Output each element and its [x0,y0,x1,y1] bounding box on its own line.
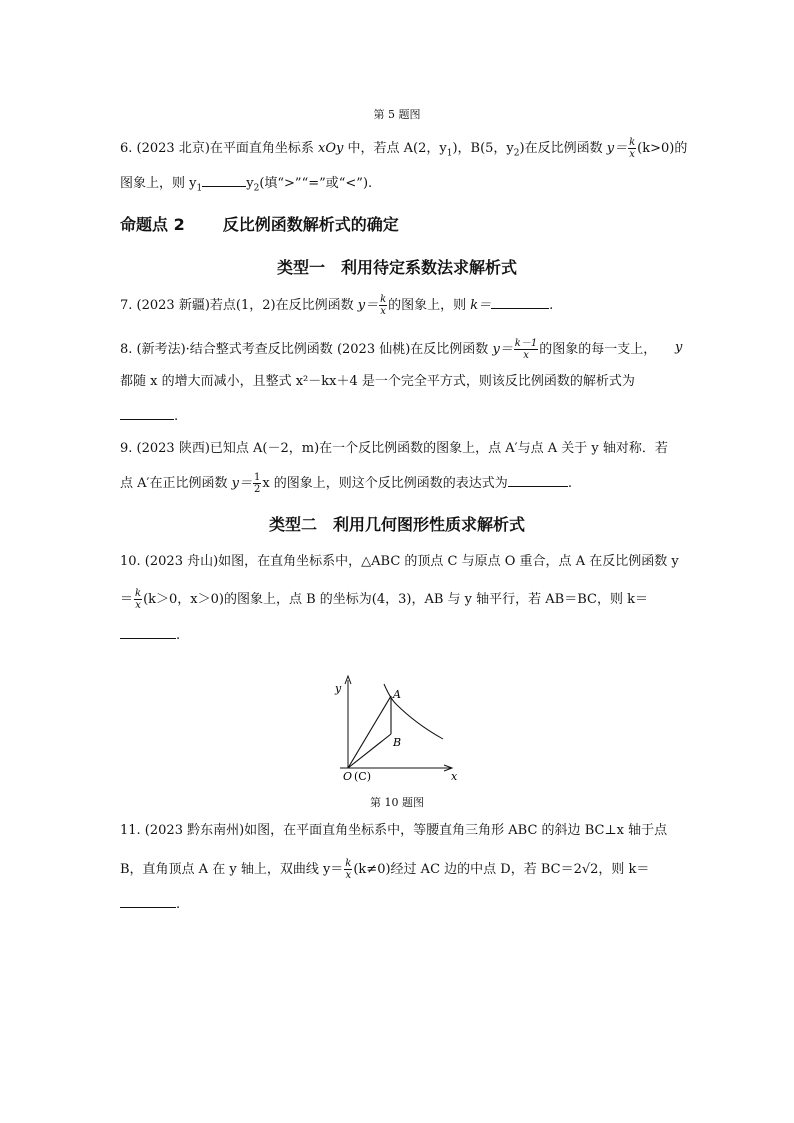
section-title: 反比例函数解析式的确定 [222,215,399,234]
q8-tail: y [675,340,683,355]
q9-suffix: x 的图象上，则这个反比例函数的表达式为 [262,476,508,491]
q6-sub-2: 2 [513,148,520,159]
q11-numerator: k [345,858,352,869]
q11-denominator: x [345,870,352,881]
type-2-heading: 类型二 利用几何图形性质求解析式 [268,515,525,534]
q9-fraction [253,472,261,495]
q6-coord: xOy [318,141,344,156]
q8-answer-blank[interactable] [120,405,174,420]
q8-y-eq: y＝ [492,342,513,357]
q6-after: )在反比例函数 [519,141,607,156]
q11-answer-blank[interactable] [120,893,176,908]
q11-end: . [176,897,181,912]
q8-numerator: k－1 [514,338,538,349]
q7-end: . [549,298,554,313]
point-c-label: (C) [354,770,371,783]
q6-point-a: A(2，y [403,141,447,156]
question-10-line-2 [120,588,648,611]
q11-line2-pre: B，直角顶点 A 在 y 轴上，双曲线 y＝ [120,862,344,877]
section-label: 命题点 2 [120,215,185,234]
x-axis-label: x [451,770,458,783]
question-11-line-3 [120,893,180,915]
point-a-label: A [393,688,401,701]
q10-denominator: x [135,600,141,611]
q6-numerator: k [629,137,636,148]
q9-denominator: 2 [253,484,261,495]
q6-condition: (k>0)的 [637,141,688,156]
figure-10-diagram [330,672,470,784]
q6-mid: 中，若点 [343,141,404,156]
q10-eq: ＝ [120,592,134,607]
q7-denominator: x [380,306,386,317]
q10-answer-blank[interactable] [120,624,176,639]
q9-y-eq: y＝ [231,476,252,491]
q6-sub-1: 1 [446,148,453,159]
q6-answer-blank[interactable] [202,172,246,187]
question-8-line-1 [120,338,683,361]
q8-fraction [514,338,538,361]
question-10-line-1: 10. (2023 舟山)如图，在直角坐标系中，△ABC 的顶点 C 与原点 O 重合，点 A 在反比例函数 y [120,554,679,569]
q7-prefix: 7. (2023 新疆)若点(1，2)在反比例函数 [120,298,358,313]
q9-numerator: 1 [253,472,261,483]
segment-ca [348,696,391,768]
point-b-label: B [393,736,402,749]
q11-fraction [344,858,352,881]
q6-point-b: )，B(5，y [452,141,514,156]
question-7 [120,294,553,317]
question-8-line-3 [120,405,178,427]
q6-line2-b: y [246,176,254,191]
question-9-line-2 [120,472,572,495]
question-10-line-3 [120,624,180,646]
q10-line2-post: (k＞0，x＞0)的图象上，点 B 的坐标为(4，3)，AB 与 y 轴平行，若 AB＝BC，则 k＝ [143,592,648,607]
question-8-line-2: 都随 x 的增大而减小，且整式 x²－kx＋4 是一个完全平方式，则该反比例函数的解析式为 [120,374,635,389]
q6-line2-a: 图象上，则 y [120,176,197,191]
q6-line2-c: (填“>”“=”或“<”). [259,176,373,191]
question-6-line-1 [120,137,687,164]
q9-answer-blank[interactable] [508,472,568,487]
q6-line2-sub-1: 1 [196,183,203,194]
q8-denominator: x [523,350,529,361]
q7-fraction [379,294,387,317]
figure-5-caption: 第 5 题图 [373,108,421,121]
q11-line2-post: (k≠0)经过 AC 边的中点 D，若 BC＝2√2，则 k＝ [353,862,650,877]
q9-prefix: 点 A′在正比例函数 [120,476,232,491]
question-11-line-1: 11. (2023 黔东南州)如图，在平面直角坐标系中，等腰直角三角形 ABC 的斜边 BC⊥x 轴于点 [120,823,668,838]
q6-line2-sub-2: 2 [253,183,260,194]
question-11-line-2 [120,858,649,881]
q6-prefix: 6. (2023 北京)在平面直角坐标系 [120,141,319,156]
q10-fraction [134,588,142,611]
q8-prefix: 8. (新考法)·结合整式考查反比例函数 (2023 仙桃)在反比例函数 [120,342,493,357]
question-9-line-1: 9. (2023 陕西)已知点 A(－2，m)在一个反比例函数的图象上，点 A′与点 A 关于 y 轴对称．若 [120,441,668,456]
q8-suffix: 的图象的每一支上， [539,342,657,357]
q7-y-eq: y＝ [357,298,379,313]
q7-suffix: 的图象上，则 [388,298,471,313]
q8-end: . [174,409,179,424]
q10-end: . [176,628,181,643]
y-axis-label: y [335,682,342,695]
q7-k-eq: k＝ [470,298,492,313]
q6-fraction [628,137,636,160]
q7-answer-blank[interactable] [491,294,549,309]
q6-y-eq: y＝ [606,141,628,156]
q6-denominator: x [629,149,635,160]
q9-end: . [567,476,572,491]
q10-numerator: k [135,588,142,599]
segment-cb [348,734,391,768]
q7-numerator: k [380,294,387,305]
type-1-heading: 类型一 利用待定系数法求解析式 [276,258,517,277]
question-6-line-2 [120,172,372,199]
section-heading [120,212,399,235]
figure-10-caption: 第 10 题图 [370,796,424,809]
origin-label: O [343,770,353,783]
